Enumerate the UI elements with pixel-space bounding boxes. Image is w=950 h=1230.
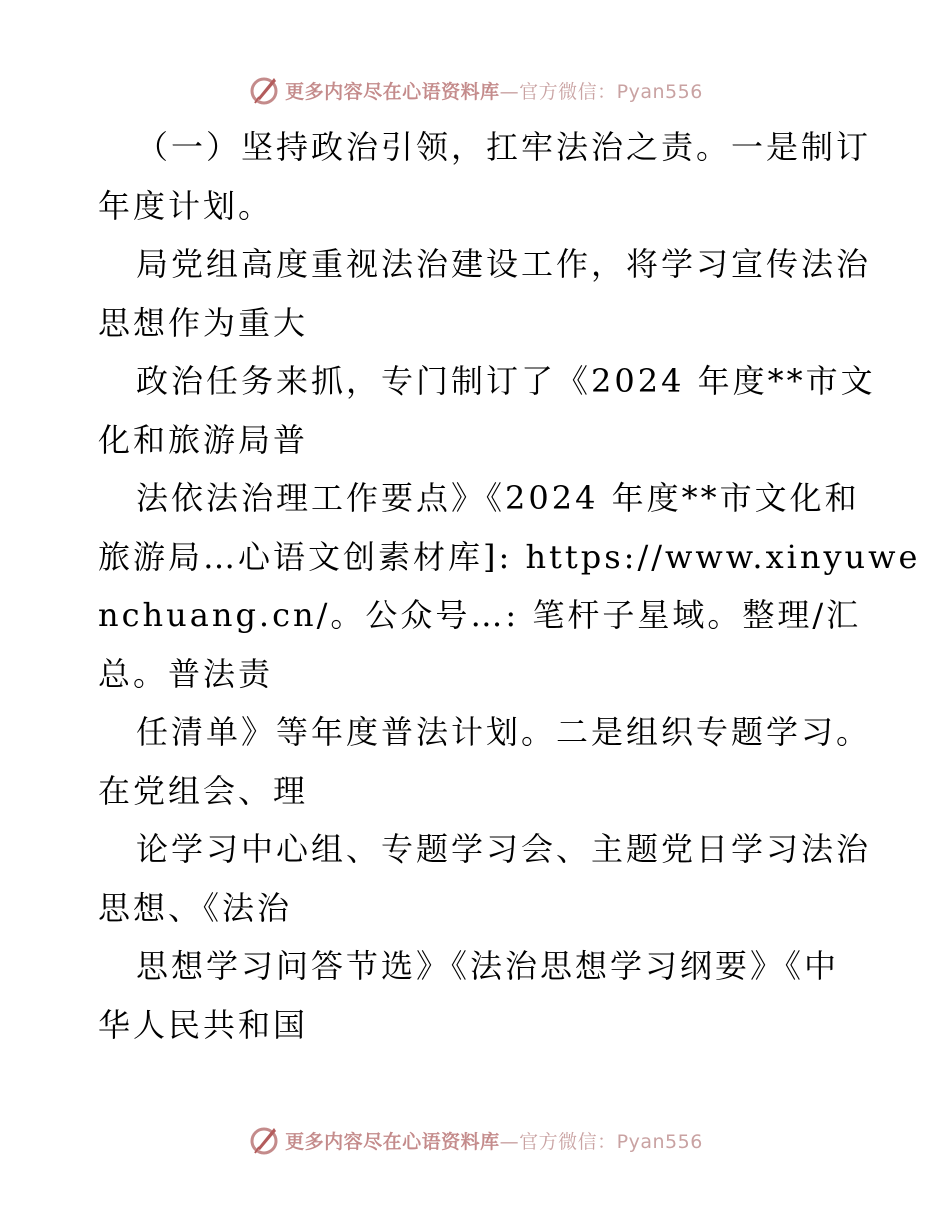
text-line: 化和旅游局普 bbox=[98, 420, 309, 459]
text-line: 政治任务来抓，专门制订了《2024 年度**市文 bbox=[136, 362, 876, 400]
document-body bbox=[98, 118, 921, 1054]
text-line: 思想、《法治 bbox=[98, 888, 293, 927]
footer-watermark-banner bbox=[0, 1120, 950, 1160]
header-banner-contact: —官方微信：Pyan556 bbox=[499, 80, 703, 103]
text-line: （一）坚持政治引领，扛牢法治之责。一是制订 bbox=[136, 128, 872, 166]
text-line: 局党组高度重视法治建设工作，将学习宣传法治 bbox=[136, 245, 872, 283]
text-line: 在党组会、理 bbox=[98, 771, 309, 810]
text-line: 旅游局…心语文创素材库]: https://www.xinyuwe bbox=[98, 537, 921, 576]
footer-banner-contact: —官方微信：Pyan556 bbox=[499, 1130, 703, 1153]
header-banner-title: 更多内容尽在心语资料库 bbox=[285, 80, 500, 103]
text-line: 法依法治理工作要点》《2024 年度**市文化和 bbox=[136, 479, 860, 517]
text-line: 论学习中心组、专题学习会、主题党日学习法治 bbox=[136, 830, 872, 868]
quill-pen-circle-logo-icon bbox=[247, 73, 281, 107]
footer-banner-title: 更多内容尽在心语资料库 bbox=[285, 1130, 500, 1153]
header-watermark-banner bbox=[0, 70, 950, 110]
text-line: nchuang.cn/。公众号…: 笔杆子星域。整理/汇 bbox=[98, 596, 862, 634]
text-line: 总。普法责 bbox=[98, 654, 274, 693]
quill-pen-circle-logo-icon bbox=[247, 1123, 281, 1157]
text-line: 任清单》等年度普法计划。二是组织专题学习。 bbox=[136, 713, 872, 751]
text-line: 思想作为重大 bbox=[98, 303, 309, 342]
text-line: 思想学习问答节选》《法治思想学习纲要》《中 bbox=[136, 947, 840, 985]
text-line: 华人民共和国 bbox=[98, 1005, 309, 1044]
text-line: 年度计划。 bbox=[98, 186, 274, 225]
